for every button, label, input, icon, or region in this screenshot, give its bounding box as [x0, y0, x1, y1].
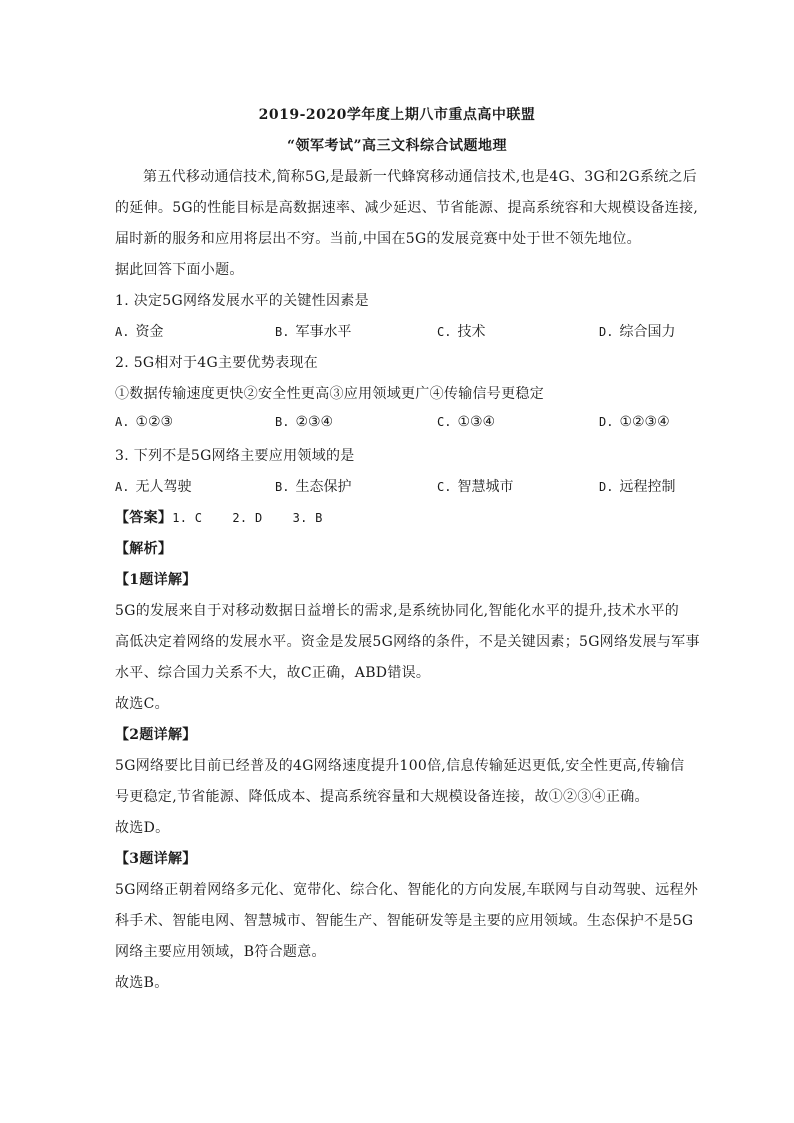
q1-detail-label: 【1题详解】: [115, 572, 197, 588]
option-text: ①②③④: [619, 414, 670, 430]
option-d: [599, 414, 670, 430]
q2-detail-label: 【2题详解】: [115, 727, 197, 743]
q3-detail-line: 科手术、智能电网、智慧城市、智能生产、智能研发等是主要的应用领域。生态保护不是5G: [115, 913, 694, 929]
option-letter: B.: [275, 325, 290, 339]
passage-line: 第五代移动通信技术,简称5G,是最新一代蜂窝移动通信技术,也是4G、3G和2G系统之后: [143, 169, 698, 185]
answer-label: 【答案】: [115, 510, 173, 526]
option-text: 无人驾驶: [135, 479, 192, 495]
option-text: 生态保护: [295, 479, 352, 495]
option-letter: B.: [275, 480, 290, 494]
q2-detail-line: 5G网络要比目前已经普及的4G网络速度提升100倍,信息传输延迟更低,安全性更高,传输信: [115, 758, 685, 774]
option-text: 技术: [457, 324, 486, 340]
option-text: ②③④: [295, 414, 334, 430]
option-text: ①③④: [457, 414, 496, 430]
question-stem: 1. 决定5G网络发展水平的关键性因素是: [115, 293, 369, 309]
option-b: [275, 476, 351, 496]
q1-detail-line: 水平、综合国力关系不大，故C正确，ABD错误。: [115, 665, 431, 681]
passage-line: 的延伸。5G的性能目标是高数据速率、减少延迟、节省能源、提高系统容和大规模设备连接,: [115, 200, 699, 216]
option-letter: A.: [115, 480, 130, 494]
option-a: [115, 414, 173, 430]
option-letter: C.: [437, 415, 452, 429]
q3-detail-label: 【3题详解】: [115, 851, 197, 867]
option-text: 资金: [135, 324, 164, 340]
option-letter: A.: [115, 325, 130, 339]
passage-line: 届时新的服务和应用将层出不穷。当前,中国在5G的发展竞赛中处于世不领先地位。: [115, 231, 641, 247]
q3-conclusion: 故选B。: [115, 975, 169, 991]
q3-detail-line: 5G网络正朝着网络多元化、宽带化、综合化、智能化的方向发展,车联网与自动驾驶、远程外: [115, 882, 699, 898]
q3-detail-line: 网络主要应用领域，B符合题意。: [115, 944, 326, 960]
option-text: 远程控制: [619, 479, 676, 495]
option-b: [275, 414, 333, 430]
analysis-label: 【解析】: [115, 541, 173, 557]
answer-line: [115, 507, 685, 527]
q2-detail-line: 号更稳定,节省能源、降低成本、提高系统容量和大规模设备连接，故①②③④正确。: [115, 789, 649, 805]
question-stem: 3. 下列不是5G网络主要应用领域的是: [115, 448, 355, 464]
option-c: [437, 476, 513, 496]
question-stem: 2. 5G相对于4G主要优势表现在: [115, 355, 319, 371]
option-d: [599, 476, 675, 496]
option-letter: A.: [115, 415, 130, 429]
option-letter: D.: [599, 415, 614, 429]
question-sub-items: ①数据传输速度更快②安全性更高③应用领域更广④传输信号更稳定: [115, 386, 544, 402]
option-a: [115, 476, 191, 496]
option-text: 军事水平: [295, 324, 352, 340]
q1-detail-line: 高低决定着网络的发展水平。资金是发展5G网络的条件，不是关键因素；5G网络发展与军事: [115, 634, 700, 650]
option-text: 智慧城市: [457, 479, 514, 495]
option-a: [115, 321, 163, 341]
option-text: ①②③: [135, 414, 174, 430]
option-b: [275, 321, 351, 341]
option-c: [437, 321, 485, 341]
document-title-line2: “领军考试”高三文科综合试题地理: [286, 138, 508, 154]
option-letter: C.: [437, 480, 452, 494]
option-letter: D.: [599, 480, 614, 494]
option-d: [599, 321, 675, 341]
option-c: [437, 414, 495, 430]
option-letter: B.: [275, 415, 290, 429]
q2-conclusion: 故选D。: [115, 820, 170, 836]
passage-prompt: 据此回答下面小题。: [115, 262, 244, 278]
q1-conclusion: 故选C。: [115, 696, 169, 712]
option-letter: D.: [599, 325, 614, 339]
option-text: 综合国力: [619, 324, 676, 340]
answer-text: 1. C 2. D 3. B: [172, 511, 323, 525]
document-title-line1: 2019-2020学年度上期八市重点高中联盟: [258, 107, 536, 123]
option-letter: C.: [437, 325, 452, 339]
q1-detail-line: 5G的发展来自于对移动数据日益增长的需求,是系统协同化,智能化水平的提升,技术水平的: [115, 603, 680, 619]
